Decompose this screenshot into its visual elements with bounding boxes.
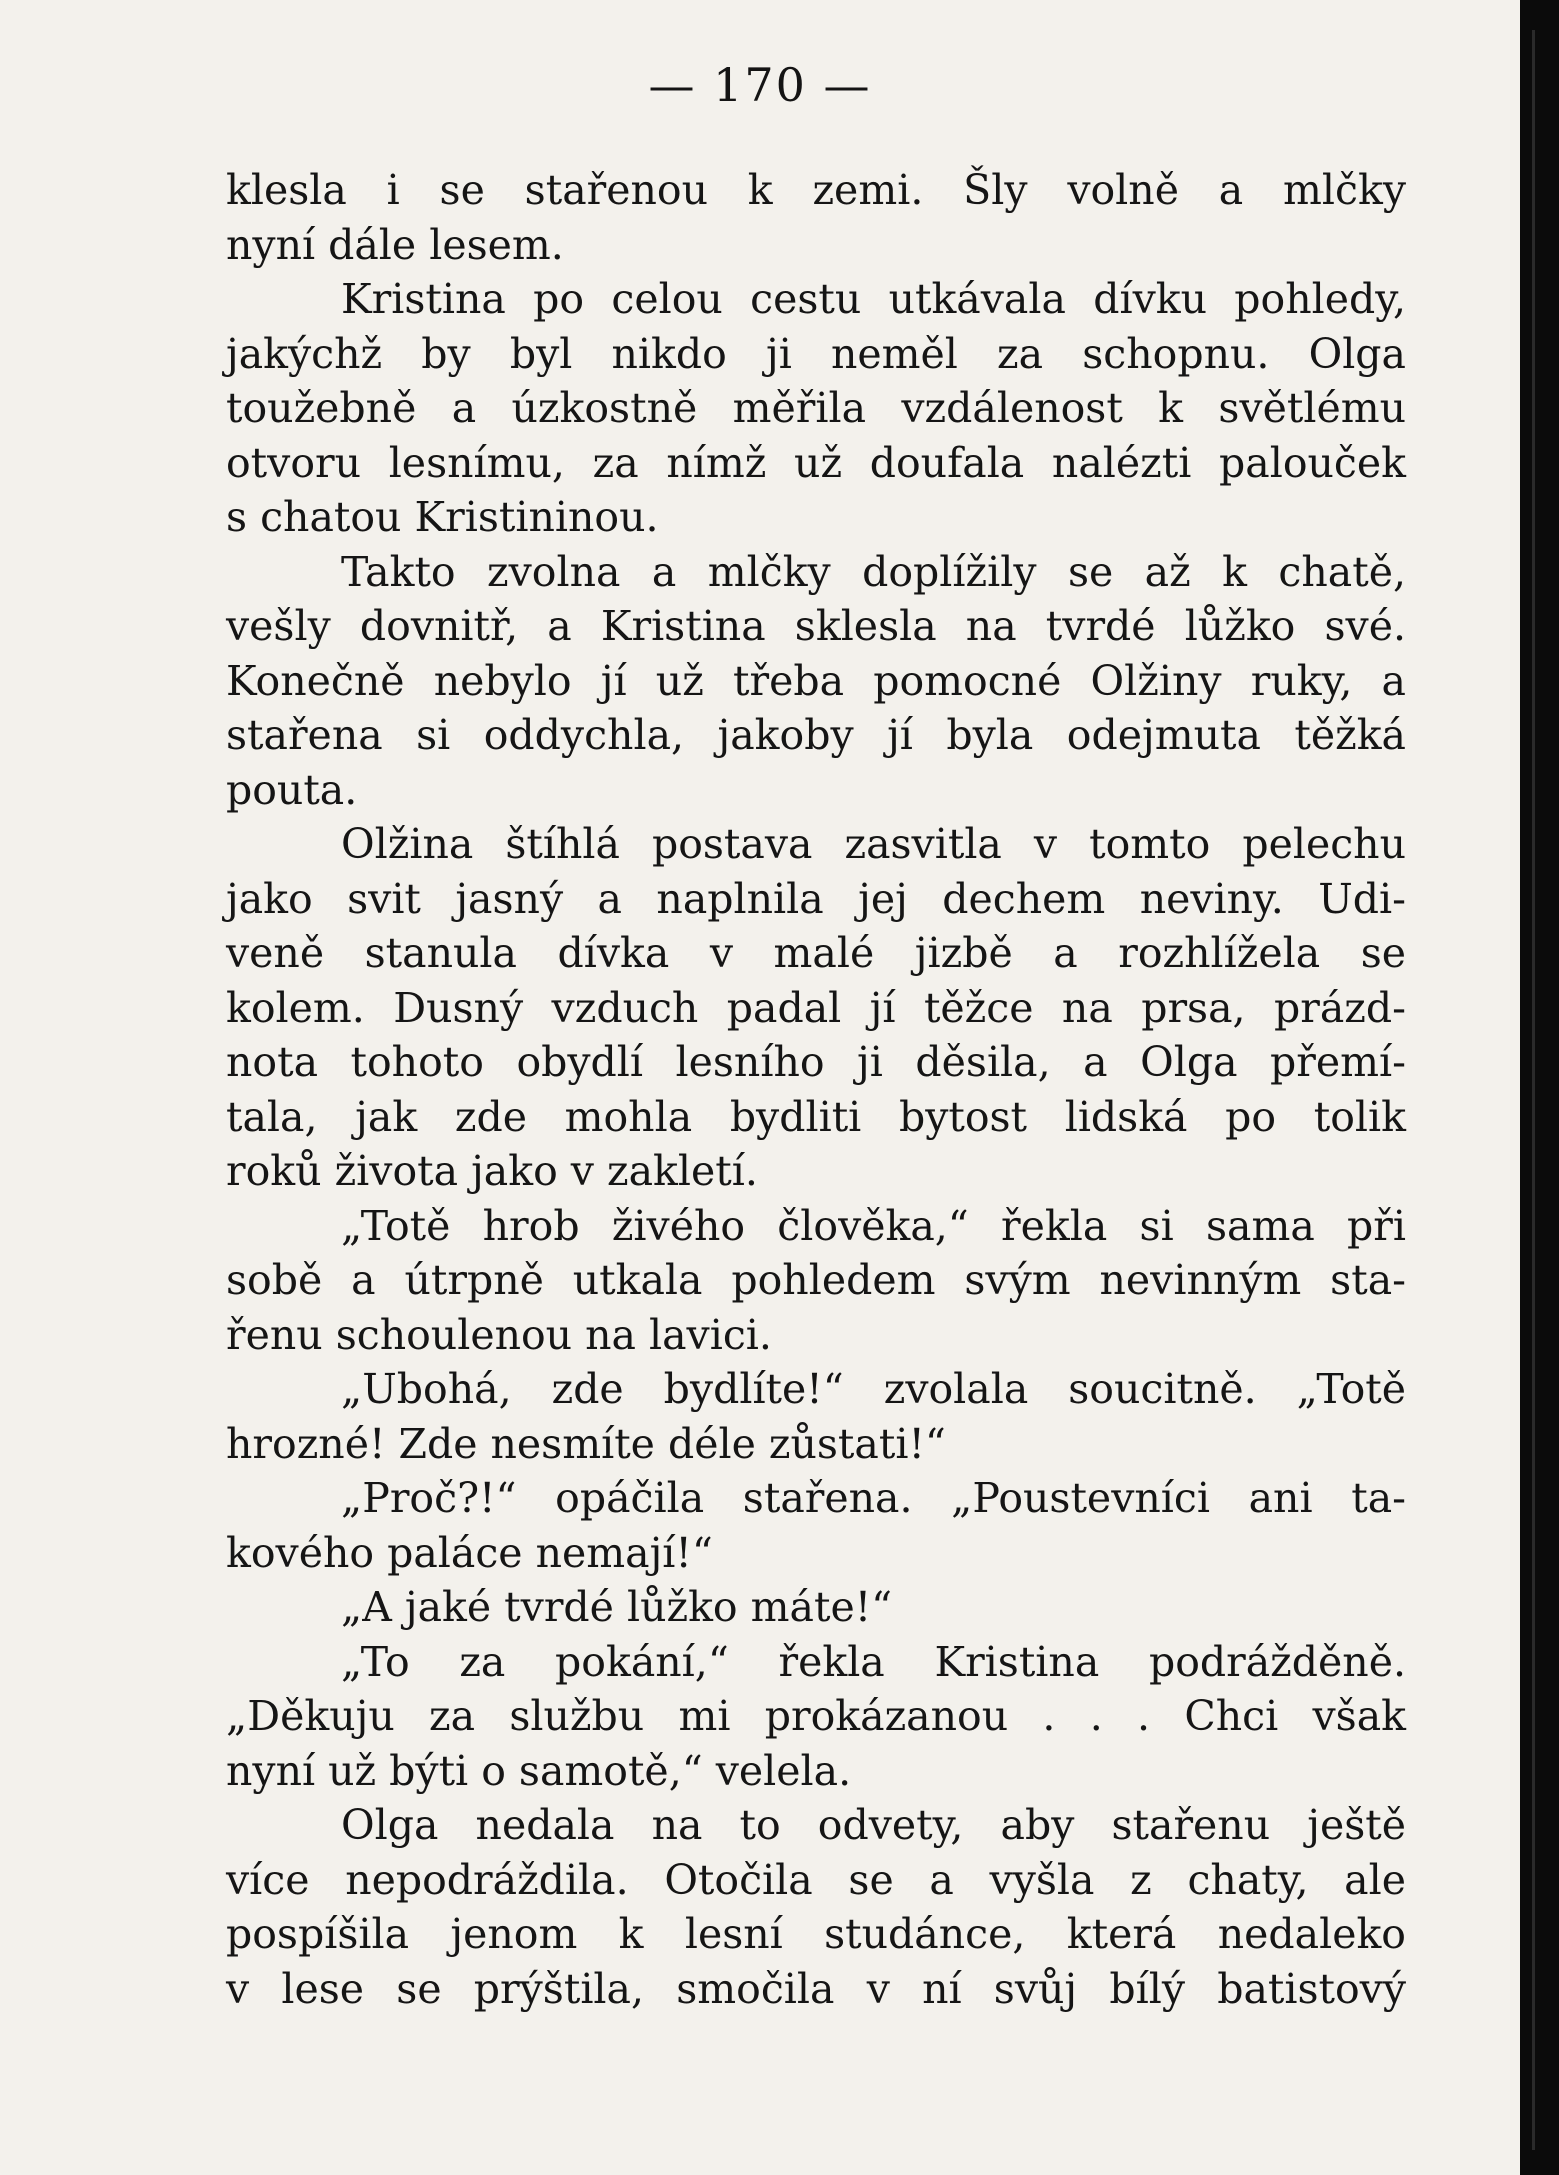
text-line: kolem. Dusný vzduch padal jí těžce na prsa, prázd- (226, 983, 1406, 1032)
text-line: nota tohoto obydlí lesního ji děsila, a Olga přemí- (226, 1038, 1406, 1086)
text-line: otvoru lesnímu, za nímž už doufala nalézti palouček (226, 438, 1406, 487)
text-line: „A jaké tvrdé lůžko máte!“ (341, 1583, 893, 1631)
text-line: „To za pokání,“ řekla Kristina podrážděně. (341, 1637, 1406, 1686)
text-line: stařena si oddychla, jakoby jí byla odejmuta těžká (226, 711, 1406, 759)
text-line: „Proč?!“ opáčila stařena. „Poustevníci ani ta- (341, 1474, 1406, 1522)
body-text (226, 163, 1406, 2016)
text-line: pouta. (226, 765, 358, 814)
text-line: „Děkuju za službu mi prokázanou . . . Chci však (226, 1692, 1406, 1740)
text-line: sobě a útrpně utkala pohledem svým nevinným sta- (226, 1256, 1406, 1304)
text-line: jakýchž by byl nikdo ji neměl za schopnu. Olga (226, 329, 1406, 378)
text-line: Olžina štíhlá postava zasvitla v tomto pelechu (341, 820, 1406, 868)
text-line: tala, jak zde mohla bydliti bytost lidská po tolik (226, 1092, 1406, 1141)
scan-edge (1520, 0, 1559, 2175)
text-line: s chatou Kristininou. (226, 493, 659, 541)
scan-edge-line (1532, 30, 1535, 2150)
text-line: roků života jako v zakletí. (226, 1147, 758, 1195)
text-line: hrozné! Zde nesmíte déle zůstati!“ (226, 1419, 946, 1468)
text-line: „Ubohá, zde bydlíte!“ zvolala soucitně. „Totě (341, 1365, 1406, 1413)
text-line: Kristina po celou cestu utkávala dívku pohledy, (341, 275, 1406, 323)
text-line: nyní už býti o samotě,“ velela. (226, 1746, 852, 1795)
text-line: kového paláce nemají!“ (226, 1528, 713, 1577)
text-line: pospíšila jenom k lesní studánce, která nedaleko (226, 1910, 1406, 1958)
text-line: veně stanula dívka v malé jizbě a rozhlížela se (226, 929, 1406, 977)
text-line: toužebně a úzkostně měřila vzdálenost k světlému (226, 384, 1406, 432)
text-line: Takto zvolna a mlčky doplížily se až k chatě, (341, 547, 1406, 596)
text-line: Olga nedala na to odvety, aby stařenu ještě (341, 1801, 1406, 1849)
text-line: Konečně nebylo jí už třeba pomocné Olžiny ruky, a (226, 656, 1406, 705)
text-line: vešly dovnitř, a Kristina sklesla na tvrdé lůžko své. (226, 602, 1406, 650)
text-line: klesla i se stařenou k zemi. Šly volně a mlčky (226, 166, 1406, 214)
text-line: nyní dále lesem. (226, 220, 564, 269)
text-line: více nepodráždila. Otočila se a vyšla z chaty, ale (226, 1855, 1406, 1904)
text-line: „Totě hrob živého člověka,“ řekla si sama při (341, 1201, 1406, 1250)
page-number: — 170 — (648, 58, 872, 112)
text-line: řenu schoulenou na lavici. (226, 1310, 772, 1359)
text-line: v lese se prýštila, smočila v ní svůj bílý batistový (226, 1964, 1406, 2013)
text-line: jako svit jasný a naplnila jej dechem neviny. Udi- (226, 874, 1406, 923)
